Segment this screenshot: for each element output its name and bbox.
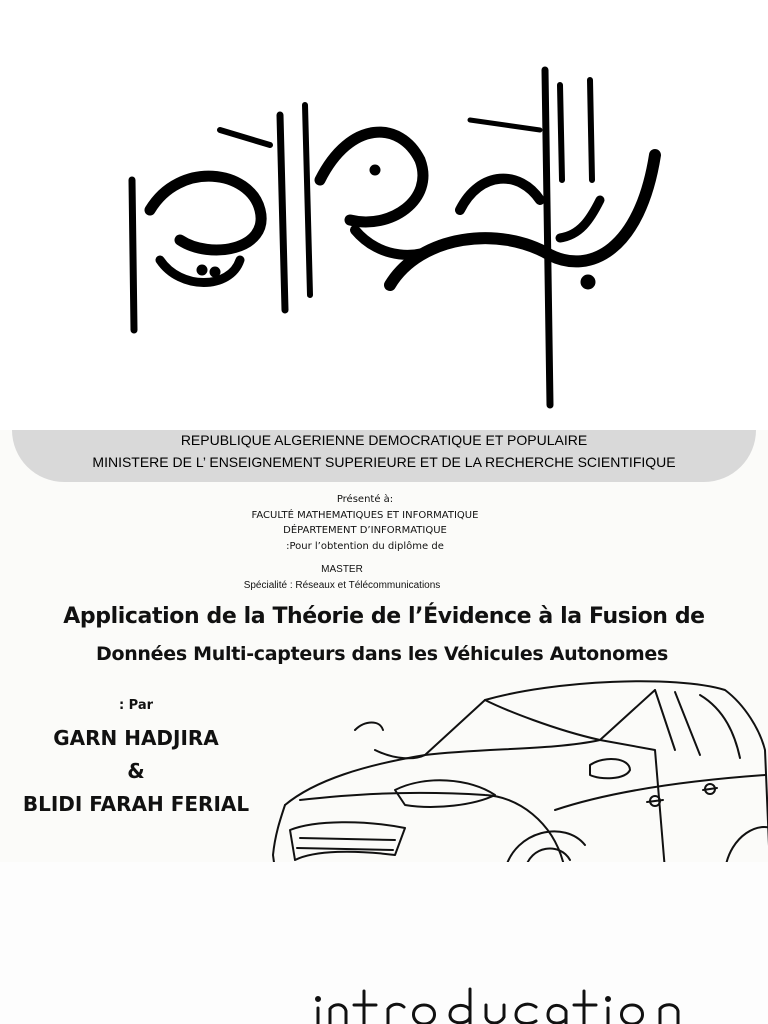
- header-banner: [12, 430, 756, 482]
- author-2: BLIDI FARAH FERIAL: [22, 792, 250, 816]
- ministry-text: MINISTERE DE L’ ENSEIGNEMENT SUPERIEURE ET DE LA RECHERCHE SCIENTIFIQUE: [92, 454, 676, 470]
- department-text: DÉPARTEMENT D’INFORMATIQUE: [283, 525, 447, 536]
- specialty-text: Spécialité : Réseaux et Télécommunications: [243, 580, 441, 591]
- degree-text: MASTER: [321, 564, 363, 575]
- thesis-title-line2: Données Multi-capteurs dans les Véhicules Autonomes: [95, 643, 668, 665]
- purpose-text: :Pour l’obtention du diplôme de: [286, 541, 444, 552]
- thesis-title-line1: Application de la Théorie de l’Évidence à la Fusion de: [63, 604, 705, 629]
- introduction-heading: [300, 975, 720, 1024]
- cover-page: [0, 430, 768, 862]
- author-1: GARN HADJIRA: [53, 726, 219, 750]
- faculty-text: FACULTÉ MATHEMATIQUES ET INFORMATIQUE: [251, 510, 479, 521]
- authors-block: [0, 698, 272, 821]
- by-label: : Par: [118, 698, 154, 713]
- republic-text: REPUBLIQUE ALGERIENNE DEMOCRATIQUE ET POPULAIRE: [180, 432, 588, 448]
- basmala-page: [0, 0, 768, 430]
- basmala-calligraphy: [120, 60, 665, 415]
- car-illustration: [255, 670, 768, 862]
- presented-label: Présenté à:: [336, 494, 394, 505]
- ampersand: &: [127, 759, 145, 783]
